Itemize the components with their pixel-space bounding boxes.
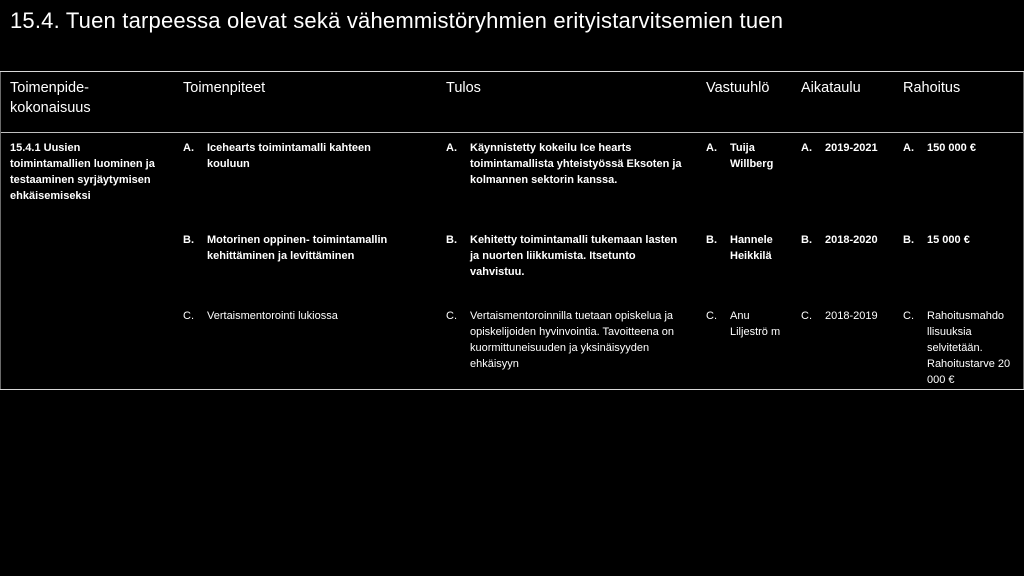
result-c-mark: C. <box>446 310 457 322</box>
funding-a-mark: A. <box>903 142 914 154</box>
goal-area-text: 15.4.1 Uusien toimintamallien luominen ja testaaminen syrjäytymisen ehkäisemiseksi <box>10 142 155 202</box>
header-schedule: Aikataulu <box>801 80 861 96</box>
action-b-mark: B. <box>183 234 194 246</box>
funding-b-text: 15 000 € <box>927 234 970 246</box>
action-b-text: Motorinen oppinen- toimintamallin kehittäminen ja levittäminen <box>207 234 388 262</box>
header-results: Tulos <box>446 80 481 96</box>
action-a <box>183 140 398 172</box>
header-actions: Toimenpiteet <box>183 80 266 96</box>
action-c-text: Vertaismentorointi lukiossa <box>207 310 338 322</box>
header-responsible: Vastuuhlö <box>706 80 770 96</box>
schedule-b <box>801 232 896 248</box>
responsible-b <box>706 232 786 264</box>
action-a-text: Icehearts toimintamalli kahteen kouluun <box>207 142 371 170</box>
table-bottom-border <box>0 389 1024 390</box>
funding-b-mark: B. <box>903 234 914 246</box>
responsible-a-mark: A. <box>706 142 717 154</box>
result-c <box>446 308 691 372</box>
result-b-text: Kehitetty toimintamalli tukemaan lasten ja nuorten liikkumista. Itsetunto vahvistuu. <box>470 234 678 278</box>
result-b <box>446 232 686 280</box>
schedule-b-text: 2018-2020 <box>825 234 878 246</box>
responsible-a-text: Tuija Willberg <box>730 142 774 170</box>
schedule-b-mark: B. <box>801 234 812 246</box>
action-c-mark: C. <box>183 310 194 322</box>
responsible-c-mark: C. <box>706 310 717 322</box>
header-goal-area: Toimenpide-kokonaisuus <box>10 80 91 116</box>
column-divider <box>0 72 1 390</box>
responsible-b-text: Hannele Heikkilä <box>730 234 773 262</box>
funding-a-text: 150 000 € <box>927 142 976 154</box>
result-b-mark: B. <box>446 234 457 246</box>
action-c <box>183 308 413 324</box>
action-a-mark: A. <box>183 142 194 154</box>
slide-title: 15.4. Tuen tarpeessa olevat sekä vähemmistöryhmien erityistarvitsemien tuen <box>10 8 784 33</box>
funding-a <box>903 140 1018 156</box>
responsible-a <box>706 140 786 172</box>
funding-c-mark: C. <box>903 310 914 322</box>
responsible-c-text: Anu Liljeströ m <box>730 310 781 338</box>
funding-c-text: Rahoitusmahdo llisuuksia selvitetään. Rahoitustarve 20 000 € <box>927 310 1011 386</box>
header-funding: Rahoitus <box>903 80 961 96</box>
schedule-a-mark: A. <box>801 142 812 154</box>
result-a-mark: A. <box>446 142 457 154</box>
schedule-a-text: 2019-2021 <box>825 142 878 154</box>
result-a <box>446 140 686 188</box>
result-a-text: Käynnistetty kokeilu Ice hearts toimintamallista yhteistyössä Eksoten ja kolmannen sektorin kanssa. <box>470 142 682 186</box>
schedule-c-mark: C. <box>801 310 812 322</box>
header-divider <box>0 132 1024 133</box>
title-divider <box>0 71 1024 72</box>
funding-c <box>903 308 1018 388</box>
schedule-c-text: 2018-2019 <box>825 310 878 322</box>
result-c-text: Vertaismentoroinnilla tuetaan opiskelua ja opiskelijoiden hyvinvointia. Tavoitteena on kuormittuneisuuden ja yksinäisyyden ehkäisyyn <box>470 310 675 370</box>
responsible-c <box>706 308 786 340</box>
responsible-b-mark: B. <box>706 234 717 246</box>
schedule-a <box>801 140 896 156</box>
schedule-c <box>801 308 896 324</box>
action-b <box>183 232 413 264</box>
funding-b <box>903 232 1018 248</box>
